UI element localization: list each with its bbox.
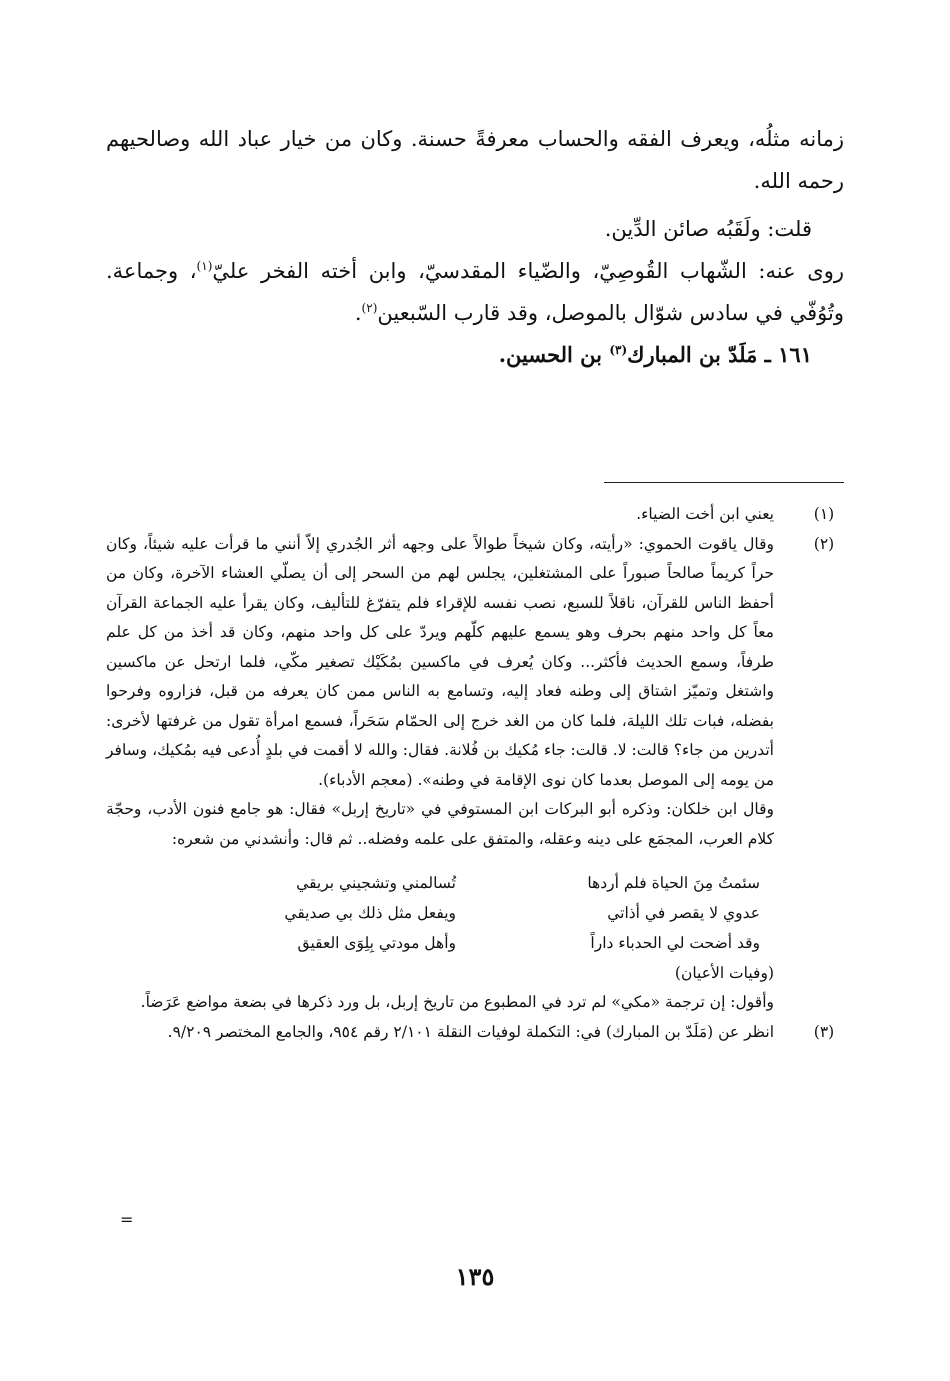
narrators-text-a: روى عنه: الشّهاب القُوصِيّ، والضّياء المقدسيّ، وابن أخته الفخر عليّ: [212, 259, 844, 283]
poem-verse-1-first-hemistich: سئمتُ مِنَ الحياة فلم أردها: [587, 874, 760, 892]
poem-verse-3-first-hemistich: وقد أضحت لي الحدباء داراً: [590, 934, 760, 952]
narrators-text-c: .: [354, 301, 362, 325]
paragraph-laqab: [106, 208, 844, 250]
footnote-3-number: (٣): [813, 1022, 835, 1041]
footnotes: [106, 500, 844, 1047]
footnote-3: [106, 1018, 844, 1048]
footnote-2-number: (٢): [813, 534, 835, 553]
poem: [106, 868, 774, 988]
laqab-text: قلت: ولَقَبُه صائن الدِّين.: [604, 217, 812, 241]
poem-verse-2-first-hemistich: عدوي لا يقصر في أذاتي: [607, 904, 760, 922]
footnote-2-khallikan: وقال ابن خلكان: وذكره أبو البركات ابن المستوفي في «تاريخ إربل» فقال: هو جامع فنون الأدب، وحجّة كلام العرب، المجمَع على دينه وعقله، والمتفق على علمه وفضله.. ثم قال: وأنشدني من شعره:: [106, 800, 774, 848]
poem-verse: [106, 898, 774, 928]
footnote-1: [106, 500, 844, 530]
entry-heading: [106, 334, 844, 376]
footnote-2-author-note: وأقول: إن ترجمة «مكي» لم ترد في المطبوع من تاريخ إربل، بل ورد ذكرها في بضعة مواضع عَرَضاً.: [140, 993, 774, 1011]
footnote-3-text: انظر عن (مَلَدّ بن المبارك) في: التكملة لوفيات النقلة ٢/١٠١ رقم ٩٥٤، والجامع المختصر ٩/٢٠٩.: [167, 1022, 774, 1041]
poem-verse-2-second-hemistich: ويفعل مثل ذلك بي صديقي: [284, 904, 456, 922]
paragraph-continuation: زمانه مثلُه، ويعرف الفقه والحساب معرفةً حسنة. وكان من خيار عباد الله وصالحيهم رحمه الله.: [106, 127, 844, 193]
footnote-ref-1[interactable]: (١): [196, 259, 213, 273]
main-text: [106, 118, 844, 376]
footnote-1-number: (١): [813, 505, 835, 523]
footnote-ref-2[interactable]: (٢): [361, 301, 378, 315]
narrators-text-b: ، وجماعة. وتُوُفّي في سادس شوّال بالموصل، وقد قارب السّبعين: [106, 259, 844, 325]
entry-heading-b: بن الحسين.: [498, 342, 610, 367]
poem-source: (وفيات الأعيان): [674, 964, 774, 982]
poem-verse: [106, 928, 774, 958]
footnote-separator: [604, 482, 844, 483]
entry-heading-a: ١٦١ ـ مَلَدّ بن المبارك: [627, 342, 812, 367]
poem-verse: [106, 868, 774, 898]
poem-verse-3-second-hemistich: وأهل مودتي بِلِوَى العقيق: [297, 934, 456, 952]
page-number: ١٣٥: [455, 1262, 495, 1291]
footnote-1-text: يعني ابن أخت الضياء.: [636, 505, 774, 523]
continuation-mark: =: [120, 1210, 134, 1229]
footnote-2-yaqut: وقال ياقوت الحموي: «رأيته، وكان شيخاً طوالاً على وجهه أثر الجُدري إلاّ أنني ما قرأت عليه شيئاً، وكان حراً كريماً صالحاً صبوراً على المشتغلين، يجلس لهم من السحر إلى أن يصلّي العشاء الآخرة، وكان من أحفظ الناس للقرآن، ناقلاً للسبع، نصب نفسه للإقراء فلم يتفرّغ للتأليف، وكان يقرأ عليه الجماعة القرآن معاً كل واحد منهم بحرف وهو يسمع عليهم كلّهم ويردّ على كل واحد منهم، وكان قد أخذ من كل علم طرفاً، وسمع الحديث فأكثر... وكان يُعرف في ماكسين بمُكَيْك تصغير مكّي، فلما ارتحل عن ماكسين واشتغل وتميّز اشتاق إلى وطنه فعاد إليه، وتسامع به الناس ممن كان يعرفه من قبل، فزاروه وفرحوا بفضله، فبات تلك الليلة، فلما كان من الغد خرج إلى الحمّام سَحَراً، فسمع امرأة تقول من غرفتها لأخرى: أتدرين من جاء؟ قالت: لا. قالت: جاء مُكيك بن فُلانة. فقال: والله لا أقمت في بلدٍ أُدعى فيه بمُكيك، وسافر من يومه إلى الموصل بعدما كان نوى الإقامة في وطنه». (معجم الأدباء).: [106, 534, 774, 789]
poem-verse-1-second-hemistich: تُسالمني وتشجيني بريقي: [296, 874, 456, 892]
paragraph-narrators: [106, 250, 844, 334]
footnote-ref-3[interactable]: (٣): [609, 343, 628, 357]
footnote-2: [106, 530, 844, 1018]
